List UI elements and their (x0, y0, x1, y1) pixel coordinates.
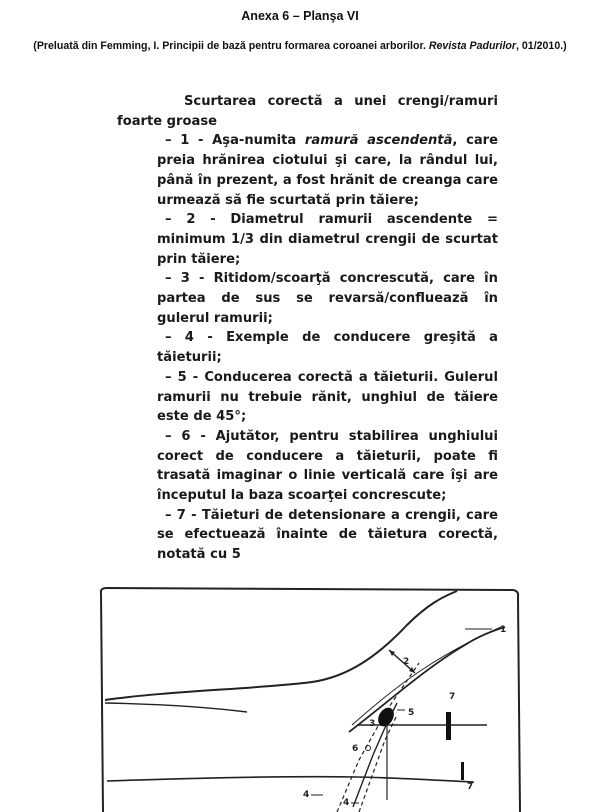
source-journal: Revista Padurilor (428, 40, 517, 52)
fig-label-3: 3 (369, 719, 376, 729)
section-heading: Scurtarea corectă a unei crengi/ramuri foarte groase (117, 94, 498, 129)
branch-lower-edge (349, 627, 505, 732)
branch-upper-edge (105, 591, 457, 700)
fig-label-6: 6 (352, 744, 359, 754)
fig-label-2: 2 (403, 657, 410, 667)
source-suffix: , 01/2010.) (516, 40, 567, 52)
legend-item-2: – 2 - Diametrul ramurii ascendente = minimum 1/3 din diametrul crengii de scurtat prin tăiere; (157, 212, 498, 267)
fig-label-1: 1 (500, 625, 507, 635)
diagram-frame (101, 588, 520, 812)
legend-item-4: – 4 - Exemple de conducere greşită a tăieturii; (157, 330, 498, 366)
fig-label-4-left: 4 (303, 790, 310, 800)
legend-item-6: – 6 - Ajutător, pentru stabilirea unghiului corect de conducere a tăieturii, poate fi trasată imaginar o linie verticală care îşi are începutul la baza scoarţei concrescute; (157, 428, 498, 504)
trunk-line-lower (107, 777, 474, 782)
ascending-branch-line (352, 627, 501, 725)
branch-pruning-diagram (97, 585, 524, 812)
relief-cut-7-upper (446, 712, 451, 740)
fig-label-4-right: 4 (343, 798, 350, 808)
legend-item-1: – 1 - Aşa-numita ramură ascendentă, care preia hrănirea ciotului şi care, la rândul lui, până în prezent, a fost hrănit de creanga care urmează să fie scurtată prin tăiere; (157, 133, 498, 208)
cut-line-4b (359, 715, 397, 812)
source-prefix: (Preluată din Femming, I. Principii de bază pentru formarea coroanei arborilor. (33, 40, 429, 52)
fig-label-7-lower: 7 (467, 782, 474, 792)
fig-label-7-upper: 7 (449, 692, 456, 702)
diagram-svg (97, 585, 524, 812)
relief-cut-7-lower (461, 762, 464, 780)
legend-item-5: – 5 - Conducerea corectă a tăieturii. Gulerul ramurii nu trebuie rănit, unghiul de tăiere este de 45°; (157, 369, 498, 425)
text-body (117, 92, 498, 565)
legend-item-7: – 7 - Tăieturi de detensionare a crengii, care se efectuează înainte de tăietura corectă, notată cu 5 (157, 507, 498, 563)
page-title: Anexa 6 – Planşa VI (241, 9, 359, 23)
source-citation (0, 40, 600, 52)
trunk-line-upper (105, 703, 487, 725)
fig-label-5: 5 (408, 708, 415, 718)
legend-item-3: – 3 - Ritidom/scoarţă concrescută, care în partea de sus se revarsă/confluează în gulerul ramurii; (157, 271, 498, 326)
